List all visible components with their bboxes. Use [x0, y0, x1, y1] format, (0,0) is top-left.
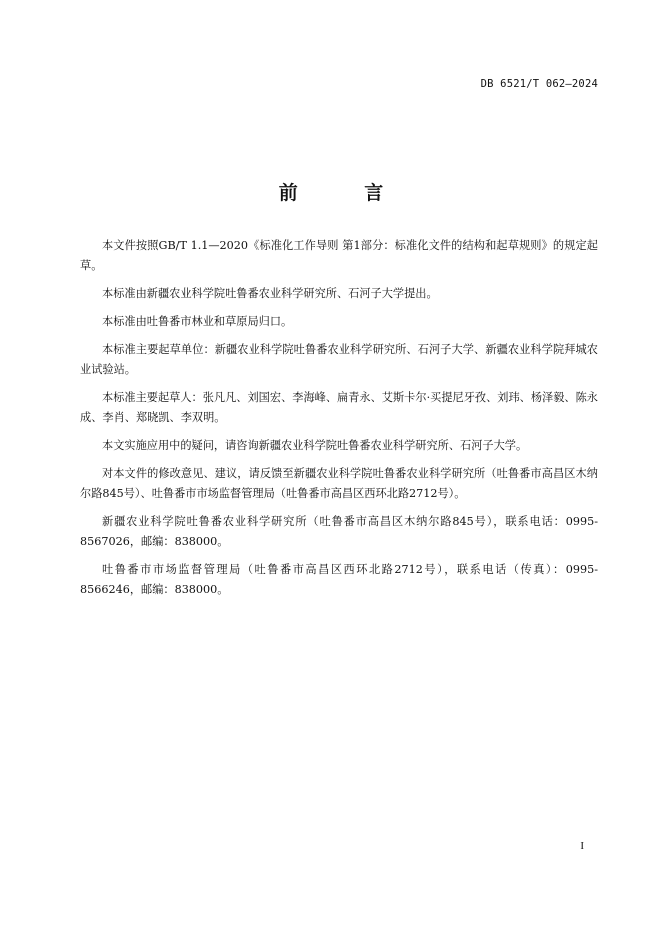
paragraph-proposer: 本标准由新疆农业科学院吐鲁番农业科学研究所、石河子大学提出。	[102, 287, 438, 300]
foreword-body	[80, 236, 598, 608]
document-code: DB 6521/T 062—2024	[480, 78, 598, 90]
paragraph-contact-institute: 新疆农业科学院吐鲁番农业科学研究所（吐鲁番市高昌区木纳尔路845号），联系电话：0995-8567026，邮编：838000。	[80, 515, 598, 548]
paragraph-feedback: 对本文件的修改意见、建议，请反馈至新疆农业科学院吐鲁番农业科学研究所（吐鲁番市高昌区木纳尔路845号）、吐鲁番市市场监督管理局（吐鲁番市高昌区西环北路2712号）。	[80, 467, 598, 500]
paragraph-drafting-rules: 本文件按照GB/T 1.1—2020《标准化工作导则 第1部分：标准化文件的结构和起草规则》的规定起草。	[80, 239, 598, 272]
paragraph-inquiries: 本文实施应用中的疑问，请咨询新疆农业科学院吐鲁番农业科学研究所、石河子大学。	[102, 439, 528, 452]
paragraph-administrator: 本标准由吐鲁番市林业和草原局归口。	[102, 315, 293, 328]
paragraph-contact-market-bureau: 吐鲁番市市场监督管理局（吐鲁番市高昌区西环北路2712号），联系电话（传真）：0995-8566246，邮编：838000。	[80, 563, 598, 596]
page-number: I	[580, 840, 584, 852]
paragraph-drafters: 本标准主要起草人：张凡凡、刘国宏、李海峰、扁青永、艾斯卡尔·买提尼牙孜、刘玮、杨泽毅、陈永成、李肖、郑晓凯、李双明。	[80, 391, 598, 424]
paragraph-drafting-units: 本标准主要起草单位：新疆农业科学院吐鲁番农业科学研究所、石河子大学、新疆农业科学院拜城农业试验站。	[80, 343, 598, 376]
page-title: 前 言	[278, 182, 414, 204]
